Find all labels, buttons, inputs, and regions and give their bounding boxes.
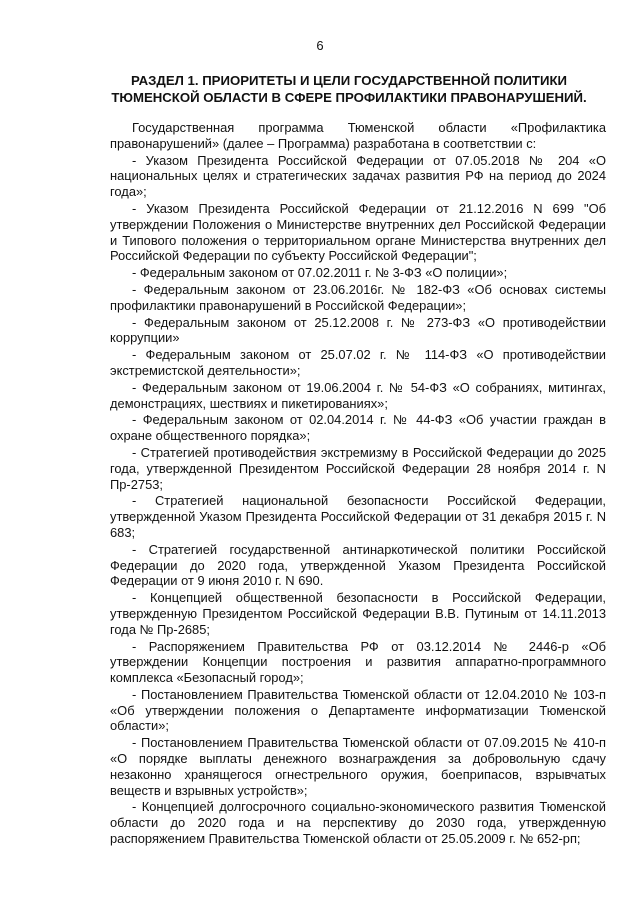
list-item: - Стратегией национальной безопасности Российской Федерации, утвержденной Указом Президента Российской Федерации от 31 декабря 2015 г. N 683; <box>110 493 606 540</box>
list-item: - Стратегией государственной антинаркотической политики Российской Федерации до 2020 года, утвержденной Указом Президента Российской Федерации от 9 июня 2010 г. N 690. <box>110 541 606 589</box>
list-item: - Постановлением Правительства Тюменской области от 12.04.2010 № 103-п «Об утверждении положения о Департаменте информатизации Тюменской области»; <box>110 686 606 734</box>
intro-paragraph: Государственная программа Тюменской области «Профилактика правонарушений» (далее – Программа) разработана в соответствии с: <box>110 120 606 151</box>
list-item: - Федеральным законом от 02.04.2014 г. № 44-ФЗ «Об участии граждан в охране общественного порядка»; <box>110 412 606 444</box>
list-item: - Концепцией долгосрочного социально-экономического развития Тюменской области до 2020 года и на перспективу до 2030 года, утвержденную распоряжением Правительства Тюменской области от 25.05.2009 г. № 652-рп; <box>110 799 606 847</box>
list-item: - Распоряжением Правительства РФ от 03.12.2014 № 2446-р «Об утверждении Концепции построения и развития аппаратно-программного комплекса «Безопасный город»; <box>110 638 606 686</box>
list-item: - Федеральным законом от 23.06.2016г. № 182-ФЗ «Об основах системы профилактики правонарушений в Российской Федерации»; <box>110 281 606 313</box>
document-body <box>110 120 606 848</box>
list-item: - Постановлением Правительства Тюменской области от 07.09.2015 № 410-п «О порядке выплаты денежного вознаграждения за добровольную сдачу незаконно хранящегося огнестрельного оружия, боеприпасов, взрывчатых веществ и взрывных устройств»; <box>110 735 606 798</box>
list-item: - Стратегией противодействия экстремизму в Российской Федерации до 2025 года, утвержденной Президентом Российской Федерации 28 ноября 2014 г. N Пр-2753; <box>110 444 606 492</box>
page-number: 6 <box>316 38 324 53</box>
list-item: - Указом Президента Российской Федерации от 21.12.2016 N 699 "Об утверждении Положения о Министерстве внутренних дел Российской Федерации и Типового положения о территориальном органе Министерства внутренних дел Российской Федерации по субъекту Российской Федерации"; <box>110 200 606 264</box>
list-item: - Указом Президента Российской Федерации от 07.05.2018 № 204 «О национальных целях и стратегических задачах развития РФ на период до 2024 года»; <box>110 152 606 200</box>
list-item: - Федеральным законом от 25.07.02 г. № 114-ФЗ «О противодействии экстремистской деятельности»; <box>110 347 606 378</box>
list-item: - Федеральным законом от 07.02.2011 г. № 3-ФЗ «О полиции»; <box>132 265 508 281</box>
list-item: - Федеральным законом от 19.06.2004 г. № 54-ФЗ «О собраниях, митингах, демонстрациях, шествиях и пикетированиях»; <box>110 379 606 411</box>
list-item: - Концепцией общественной безопасности в Российской Федерации, утвержденную Президентом Российской Федерации В.В. Путиным от 14.11.2013 года № Пр-2685; <box>110 590 606 637</box>
section-title: РАЗДЕЛ 1. ПРИОРИТЕТЫ И ЦЕЛИ ГОСУДАРСТВЕННОЙ ПОЛИТИКИ ТЮМЕНСКОЙ ОБЛАСТИ В СФЕРЕ ПРОФИЛАКТИКИ ПРАВОНАРУШЕНИЙ. <box>111 73 587 105</box>
list-item: - Федеральным законом от 25.12.2008 г. № 273-ФЗ «О противодействии коррупции» <box>110 314 606 346</box>
